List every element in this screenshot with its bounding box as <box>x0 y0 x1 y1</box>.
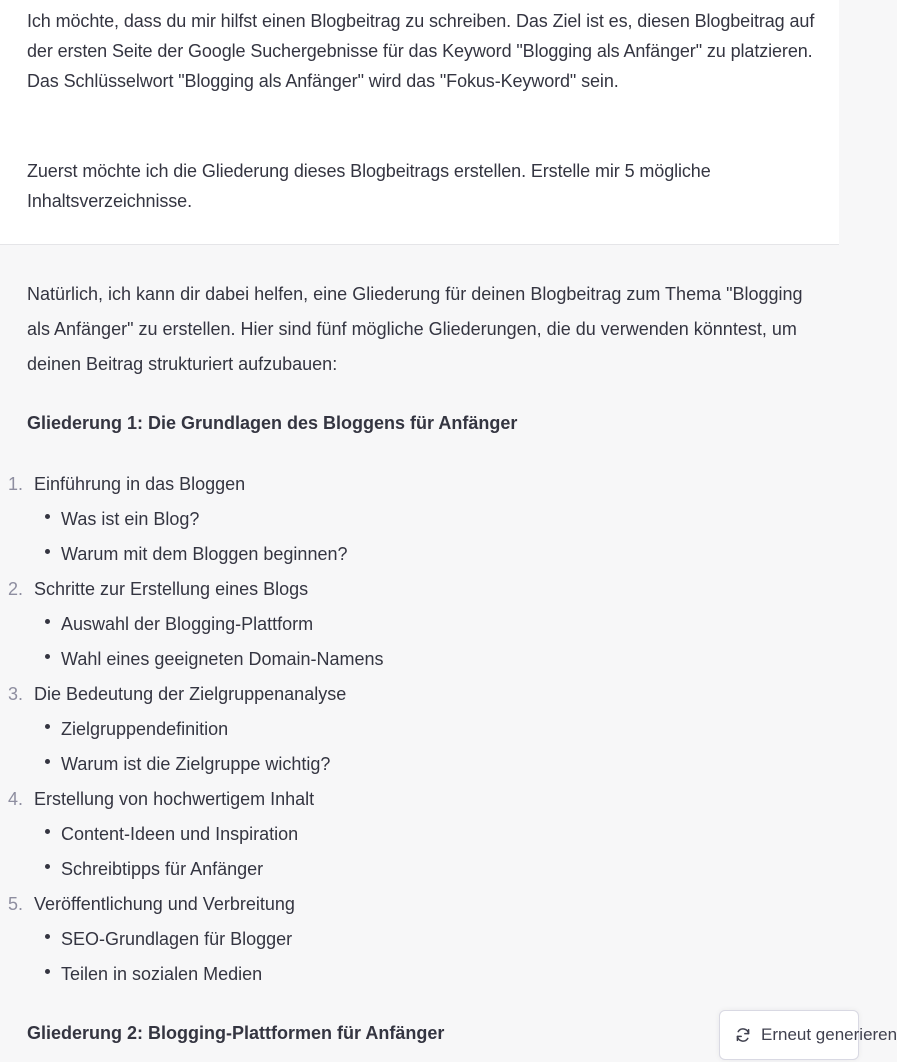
regenerate-button[interactable] <box>719 1010 897 1060</box>
list-number: 1. <box>8 474 24 494</box>
bullet-icon <box>45 969 50 974</box>
bullet-icon <box>45 724 50 729</box>
list-subitem-text: SEO-Grundlagen für Blogger <box>61 929 293 949</box>
list-item-title: Schritte zur Erstellung eines Blogs <box>34 579 309 599</box>
user-message-paragraph: Ich möchte, dass du mir hilfst einen Blogbeitrag zu schreiben. Das Ziel ist es, diesen Blogbeitrag auf der ersten Seite der Google Suchergebnisse für das Keyword "Blogging als Anfänger" zu platzieren. Das Schlüsselwort "Blogging als Anfänger" wird das "Fokus-Keyword" sein. <box>27 11 815 91</box>
outline-heading: Gliederung 2: Blogging-Plattformen für Anfänger <box>27 1023 445 1043</box>
list-subitem-text: Schreibtipps für Anfänger <box>61 859 264 879</box>
list-number: 5. <box>8 894 24 914</box>
list-item-title: Veröffentlichung und Verbreitung <box>34 894 295 914</box>
assistant-message <box>0 245 839 1062</box>
list-subitem-text: Warum ist die Zielgruppe wichtig? <box>61 754 331 774</box>
list-subitem-text: Teilen in sozialen Medien <box>61 964 263 984</box>
bullet-icon <box>45 549 50 554</box>
list-item-title: Einführung in das Bloggen <box>34 474 246 494</box>
regenerate-button-label: Erneut generieren <box>761 1025 897 1044</box>
list-number: 4. <box>8 789 24 809</box>
bullet-icon <box>45 759 50 764</box>
user-message-paragraph: Zuerst möchte ich die Gliederung dieses Blogbeitrags erstellen. Erstelle mir 5 mögliche Inhaltsverzeichnisse. <box>27 161 711 211</box>
list-number: 3. <box>8 684 24 704</box>
bullet-icon <box>45 514 50 519</box>
bullet-icon <box>45 654 50 659</box>
list-item-title: Erstellung von hochwertigem Inhalt <box>34 789 315 809</box>
list-subitem-text: Auswahl der Blogging-Plattform <box>61 614 314 634</box>
list-number: 2. <box>8 579 24 599</box>
list-subitem-text: Wahl eines geeigneten Domain-Namens <box>61 649 384 669</box>
assistant-intro: Natürlich, ich kann dir dabei helfen, eine Gliederung für deinen Blogbeitrag zum Thema "Blogging als Anfänger" zu erstellen. Hier sind fünf mögliche Gliederungen, die du verwenden könntest, um deinen Beitrag strukturiert aufzubauen: <box>27 284 803 374</box>
user-message <box>0 0 839 245</box>
list-subitem-text: Warum mit dem Bloggen beginnen? <box>61 544 348 564</box>
list-subitem-text: Zielgruppendefinition <box>61 719 229 739</box>
list-subitem-text: Content-Ideen und Inspiration <box>61 824 299 844</box>
bullet-icon <box>45 619 50 624</box>
bullet-icon <box>45 829 50 834</box>
list-item-title: Die Bedeutung der Zielgruppenanalyse <box>34 684 347 704</box>
refresh-icon <box>735 1027 751 1043</box>
bullet-icon <box>45 934 50 939</box>
outline-heading: Gliederung 1: Die Grundlagen des Bloggens für Anfänger <box>27 413 518 433</box>
list-subitem-text: Was ist ein Blog? <box>61 509 200 529</box>
bullet-icon <box>45 864 50 869</box>
